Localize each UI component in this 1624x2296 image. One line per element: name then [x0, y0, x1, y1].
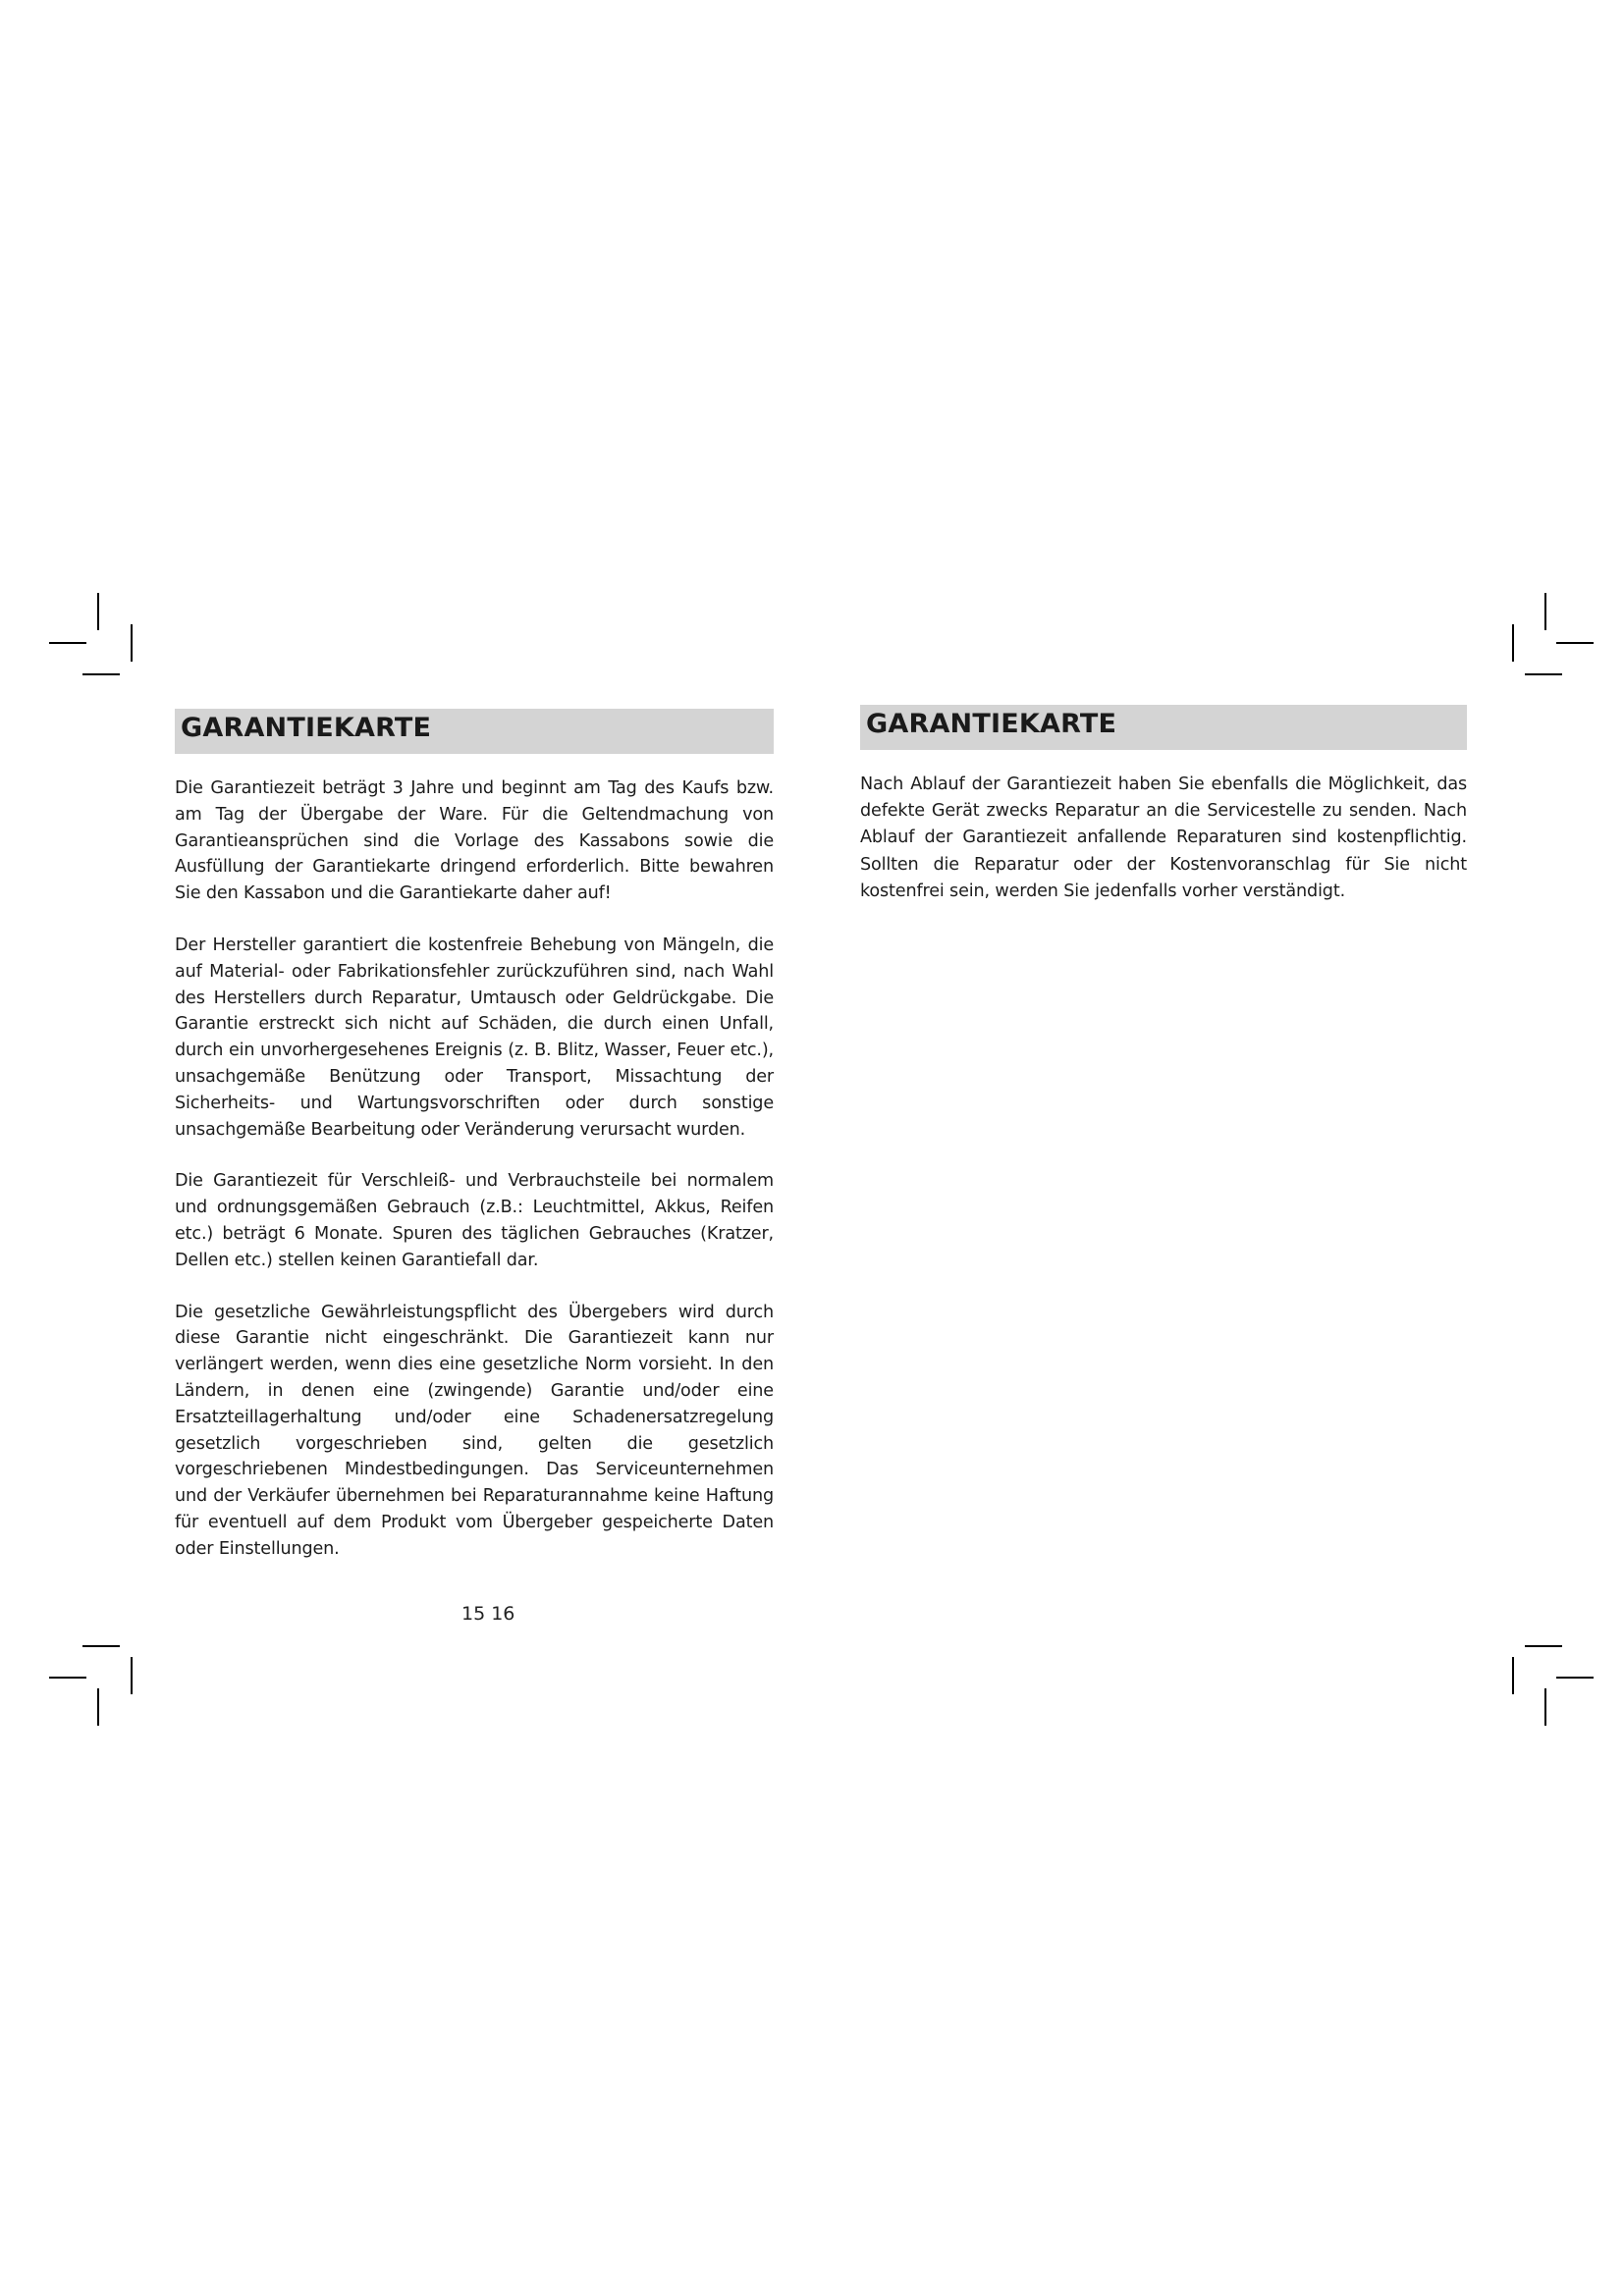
crop-mark — [49, 642, 86, 644]
paragraph: Die Garantiezeit für Verschleiß- und Verbrauchsteile bei normalem und ordnungsgemäßen Gebrauch (z.B.: Leuchtmittel, Akkus, Reifen etc.) beträgt 6 Monate. Spuren des täglichen Gebrauches (Kratzer, Dellen etc.) stellen keinen Garantiefall dar. — [175, 1171, 774, 1270]
left-page — [175, 709, 774, 1588]
crop-mark — [131, 624, 133, 662]
crop-mark — [82, 673, 120, 675]
crop-mark — [1512, 1657, 1514, 1694]
crop-mark — [1556, 642, 1594, 644]
section-heading: GARANTIEKARTE — [175, 709, 774, 754]
crop-mark — [1544, 593, 1546, 630]
right-page — [860, 705, 1467, 931]
paragraph: Die gesetzliche Gewährleistungspflicht des Übergebers wird durch diese Garantie nicht eingeschränkt. Die Garantiezeit kann nur verlängert werden, wenn dies eine gesetzliche Norm vorsieht. In den Ländern, in denen eine (zwingende) Garantie und/oder eine Ersatzteillagerhaltung und/oder eine Schadenersatzregelung gesetzlich vorgeschrieben sind, gelten die gesetzlich vorgeschriebenen Mindestbedingungen. Das Serviceunternehmen und der Verkäufer übernehmen bei Reparaturannahme keine Haftung für eventuell auf dem Produkt vom Übergeber gespeicherte Daten oder Einstellungen. — [175, 1302, 774, 1559]
page-numbers: 15 16 — [461, 1603, 515, 1625]
section-heading: GARANTIEKARTE — [860, 705, 1467, 750]
crop-mark — [97, 1688, 99, 1726]
paragraph: Die Garantiezeit beträgt 3 Jahre und beginnt am Tag des Kaufs bzw. am Tag der Übergabe der Ware. Für die Geltendmachung von Garantieansprüchen sind die Vorlage des Kassabons sowie die Ausfüllung der Garantiekarte dringend erforderlich. Bitte bewahren Sie den Kassabon und die Garantiekarte daher auf! — [175, 778, 774, 904]
crop-mark — [1525, 1645, 1562, 1647]
crop-mark — [1512, 624, 1514, 662]
crop-mark — [131, 1657, 133, 1694]
crop-mark — [1556, 1677, 1594, 1679]
paragraph: Nach Ablauf der Garantiezeit haben Sie ebenfalls die Möglichkeit, das defekte Gerät zwecks Reparatur an die Servicestelle zu senden. Nach Ablauf der Garantiezeit anfallende Reparaturen sind kostenpflichtig. Sollten die Reparatur oder der Kostenvoranschlag für Sie nicht kostenfrei sein, werden Sie jedenfalls vorher verständigt. — [860, 774, 1467, 901]
crop-mark — [97, 593, 99, 630]
crop-mark — [1525, 673, 1562, 675]
crop-mark — [1544, 1688, 1546, 1726]
crop-mark — [82, 1645, 120, 1647]
paragraph: Der Hersteller garantiert die kostenfreie Behebung von Mängeln, die auf Material- oder Fabrikationsfehler zurückzuführen sind, nach Wahl des Herstellers durch Reparatur, Umtausch oder Geldrückgabe. Die Garantie erstreckt sich nicht auf Schäden, die durch einen Unfall, durch ein unvorhergesehenes Ereignis (z. B. Blitz, Wasser, Feuer etc.), unsachgemäße Benützung oder Transport, Missachtung der Sicherheits- und Wartungsvorschriften oder durch sonstige unsachgemäße Bearbeitung oder Veränderung verursacht wurden. — [175, 934, 774, 1140]
crop-mark — [49, 1677, 86, 1679]
